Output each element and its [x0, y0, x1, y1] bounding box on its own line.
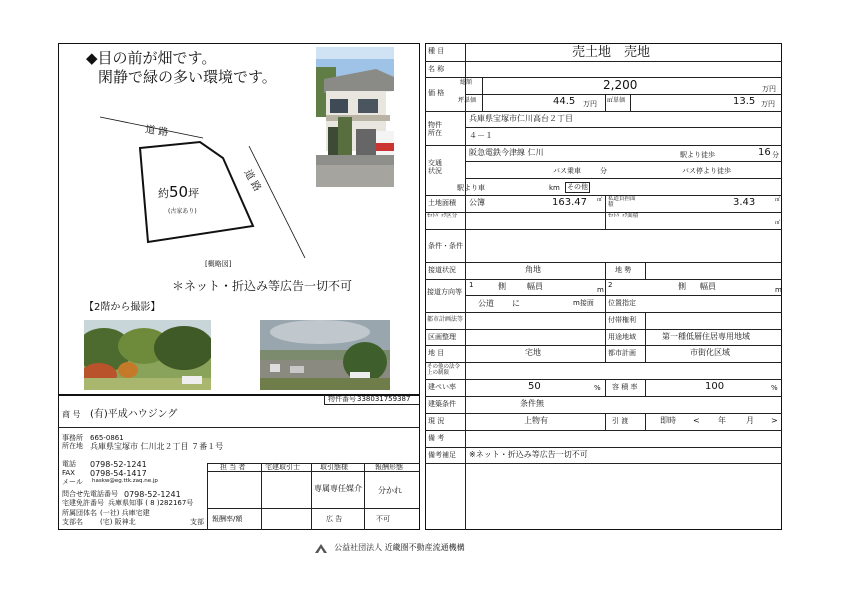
- office-postal: 665-0861: [90, 434, 124, 442]
- license-label: 宅建免許番号: [62, 499, 104, 507]
- car-label: 駅より車: [457, 184, 485, 192]
- company-label: 商 号: [62, 410, 81, 419]
- grid-fee-header: 報酬形態: [375, 463, 403, 471]
- setback-area-label: ｾｯﾄﾊﾞｯｸ面積: [608, 213, 639, 219]
- remarks-supplement-label: 備考補足: [428, 451, 456, 459]
- mail-value[interactable]: haskw@eg.ttk.zaq.ne.jp: [92, 478, 158, 484]
- private-road-unit: ㎡: [775, 197, 781, 203]
- road-2-unit: m: [775, 286, 782, 294]
- land-area-kind: 公簿: [469, 198, 485, 207]
- remarks-supplement: ※ネット・折込み等広告一切不可: [469, 450, 588, 459]
- landuse-value: 宅地: [525, 348, 541, 357]
- property-number-label: 物件番号: [328, 395, 356, 403]
- conditions-label: 条件・条件: [428, 242, 463, 250]
- contact-value: 0798-52-1241: [124, 490, 181, 499]
- current-label: 現 況: [428, 417, 445, 425]
- road-condition: 角地: [525, 265, 541, 274]
- mail-label: メール: [62, 478, 83, 486]
- current-state: 上物有: [524, 416, 548, 425]
- lot-area-prefix: 約: [158, 187, 169, 200]
- road-2-index: 2: [608, 281, 613, 289]
- lot-area-unit: 坪: [188, 187, 200, 200]
- public-road: 公道: [478, 299, 494, 308]
- price-total-label: 総額: [460, 79, 473, 86]
- footer: [315, 537, 465, 552]
- car-unit: km: [549, 184, 560, 192]
- other-transport-label: その他: [567, 183, 588, 191]
- frontage-label: m接面: [573, 299, 594, 307]
- cityplan-label: 都市計画: [608, 349, 636, 357]
- price-total-unit: 万円: [762, 85, 776, 93]
- location-line-1: 兵庫県宝塚市仁川高台２丁目: [469, 114, 573, 123]
- handover-month: 月: [746, 416, 754, 425]
- road-2-width-label: 幅員: [700, 282, 716, 291]
- handover-close: >: [771, 416, 778, 425]
- tel-value: 0798-52-1241: [90, 460, 147, 469]
- station-walk-unit: 分: [772, 151, 779, 159]
- handover-label: 引 渡: [612, 417, 629, 425]
- assoc-label: 所属団体名: [62, 509, 97, 517]
- setback-area-unit: ㎡: [775, 220, 781, 226]
- setback-label: ｾｯﾄﾊﾞｯｸ区分: [427, 213, 458, 219]
- tsubo-price: 44.5: [553, 96, 576, 107]
- type-value: 売土地 売地: [572, 45, 651, 60]
- bus-walk-label: バス停より徒歩: [682, 167, 731, 175]
- lot-area: [158, 184, 199, 200]
- address-label: 所在地: [62, 442, 83, 450]
- lot-area-number: 50: [169, 183, 189, 201]
- road-condition-label: 接道状況: [428, 266, 456, 274]
- location-line-2: ４－１: [469, 131, 493, 140]
- footer-logo-icon: [315, 538, 327, 557]
- traffic-label: 交通状況: [428, 159, 442, 175]
- public-road-ni: に: [512, 299, 520, 308]
- assoc-value: (一社) 兵庫宅建: [100, 509, 150, 517]
- location-label: 物件所在: [428, 121, 442, 137]
- fax-label: FAX: [62, 469, 75, 477]
- bcr-value: 50: [528, 381, 541, 392]
- landuse-label: 地 目: [428, 349, 445, 357]
- position-label: 位置指定: [608, 299, 636, 307]
- grid-deal-value: 専属専任媒介: [314, 484, 362, 493]
- license-value: 兵庫県知事 ( 8 )282167号: [108, 499, 194, 507]
- land-area: 163.47: [552, 197, 587, 208]
- bus-unit: 分: [600, 167, 607, 175]
- type-label: 種 目: [428, 47, 445, 55]
- house-photo: [316, 47, 394, 187]
- grid-broker-header: 宅建取引士: [265, 463, 300, 471]
- far-label: 容 積 率: [612, 383, 638, 391]
- road-1-width-label: 幅員: [527, 282, 543, 291]
- terrain-label: 地 勢: [615, 266, 632, 274]
- grid-person-header: 担 当 者: [220, 463, 246, 471]
- grid-ad-label: 広 告: [326, 515, 343, 523]
- attached-rights-label: 付帯権利: [608, 316, 636, 324]
- footer-org: 公益社団法人 近畿圏不動産流通機構: [334, 542, 465, 552]
- readjust-label: 区画整理: [428, 333, 456, 341]
- branch-suffix: 支部: [190, 518, 204, 526]
- contact-label: 問合せ先電話番号: [62, 490, 118, 498]
- other-law-label: その他の法令上の制限: [427, 364, 461, 377]
- road-direction-label: 接道方向等: [427, 288, 462, 296]
- bcr-label: 建ぺい率: [428, 383, 456, 391]
- lot-sketch-map: [95, 112, 320, 262]
- grid-ad-value: 不可: [376, 515, 390, 523]
- handover-timing: 即時: [660, 416, 676, 425]
- private-road-label: 私道負担面積: [608, 196, 636, 208]
- photo-caption: 【2階から撮影】: [84, 302, 161, 313]
- sqm-price-unit: 万円: [761, 100, 775, 108]
- grid-deal-header: 取引態様: [320, 463, 348, 471]
- sqm-price: 13.5: [733, 96, 756, 107]
- station-walk-label: 駅より徒歩: [680, 151, 715, 159]
- railway-line: 阪急電鉄今津線 仁川: [469, 148, 544, 157]
- tel-label: 電話: [62, 460, 76, 468]
- road-1-unit: m: [597, 286, 604, 294]
- branch-label: 支部名: [62, 518, 83, 526]
- fax-value: 0798-54-1417: [90, 469, 147, 478]
- remarks-label: 備 考: [428, 434, 445, 442]
- far-unit: %: [771, 384, 778, 392]
- property-number: [324, 395, 420, 405]
- road-1-index: 1: [469, 281, 474, 289]
- handover-year: 年: [718, 416, 726, 425]
- headline-1: ◆目の前が畑です。: [86, 49, 217, 67]
- company-name: (有)平成ハウジング: [90, 409, 178, 420]
- office-address: 兵庫県宝塚市 仁川北２丁目 ７番１号: [90, 442, 224, 451]
- land-area-unit: ㎡: [597, 197, 603, 203]
- sqm-price-label: ㎡単価: [607, 97, 626, 104]
- name-label: 名 称: [428, 65, 445, 73]
- ad-prohibited-notice: ＊ネット・折込み等広告一切不可: [172, 279, 353, 293]
- building-cond: 条件無: [520, 399, 544, 408]
- handover-open: <: [693, 416, 700, 425]
- zoning-value: 第一種低層住居専用地域: [662, 332, 750, 341]
- tsubo-price-label: 坪単価: [458, 97, 477, 104]
- headline-2: 閑静で緑の多い環境です。: [98, 68, 277, 86]
- zoning-label: 用途地域: [608, 333, 636, 341]
- view-photo-2: [260, 320, 390, 390]
- grid-fee-value: 分かれ: [378, 486, 402, 495]
- bcr-unit: %: [594, 384, 601, 392]
- cityplan-value: 市街化区域: [690, 348, 730, 357]
- map-caption: [概略図]: [205, 260, 232, 268]
- bus-label: バス乗車: [553, 167, 581, 175]
- road-label-right: 道 路: [241, 167, 263, 194]
- road-1-side: 側: [498, 282, 506, 291]
- view-photo-1: [84, 320, 211, 390]
- price-label: 価 格: [428, 89, 445, 97]
- road-label-top: 道 路: [144, 124, 169, 139]
- grid-fee-rate-label: 報酬率/額: [212, 515, 243, 523]
- branch-value: (宅) 阪神北: [100, 518, 136, 526]
- road-2-side: 側: [678, 282, 686, 291]
- far-value: 100: [705, 381, 725, 392]
- station-walk: 16: [758, 147, 771, 158]
- building-cond-label: 建築条件: [428, 400, 456, 408]
- office-label: 事務所: [62, 434, 83, 442]
- private-road-area: 3.43: [733, 197, 756, 208]
- cityplan-law-label: 都市計画法等: [427, 316, 464, 323]
- lot-note: (古家あり): [168, 208, 197, 215]
- tsubo-price-unit: 万円: [583, 100, 597, 108]
- price-total: 2,200: [603, 78, 638, 92]
- property-number-value: 338031759387: [357, 395, 411, 403]
- land-area-label: 土地面積: [428, 199, 456, 207]
